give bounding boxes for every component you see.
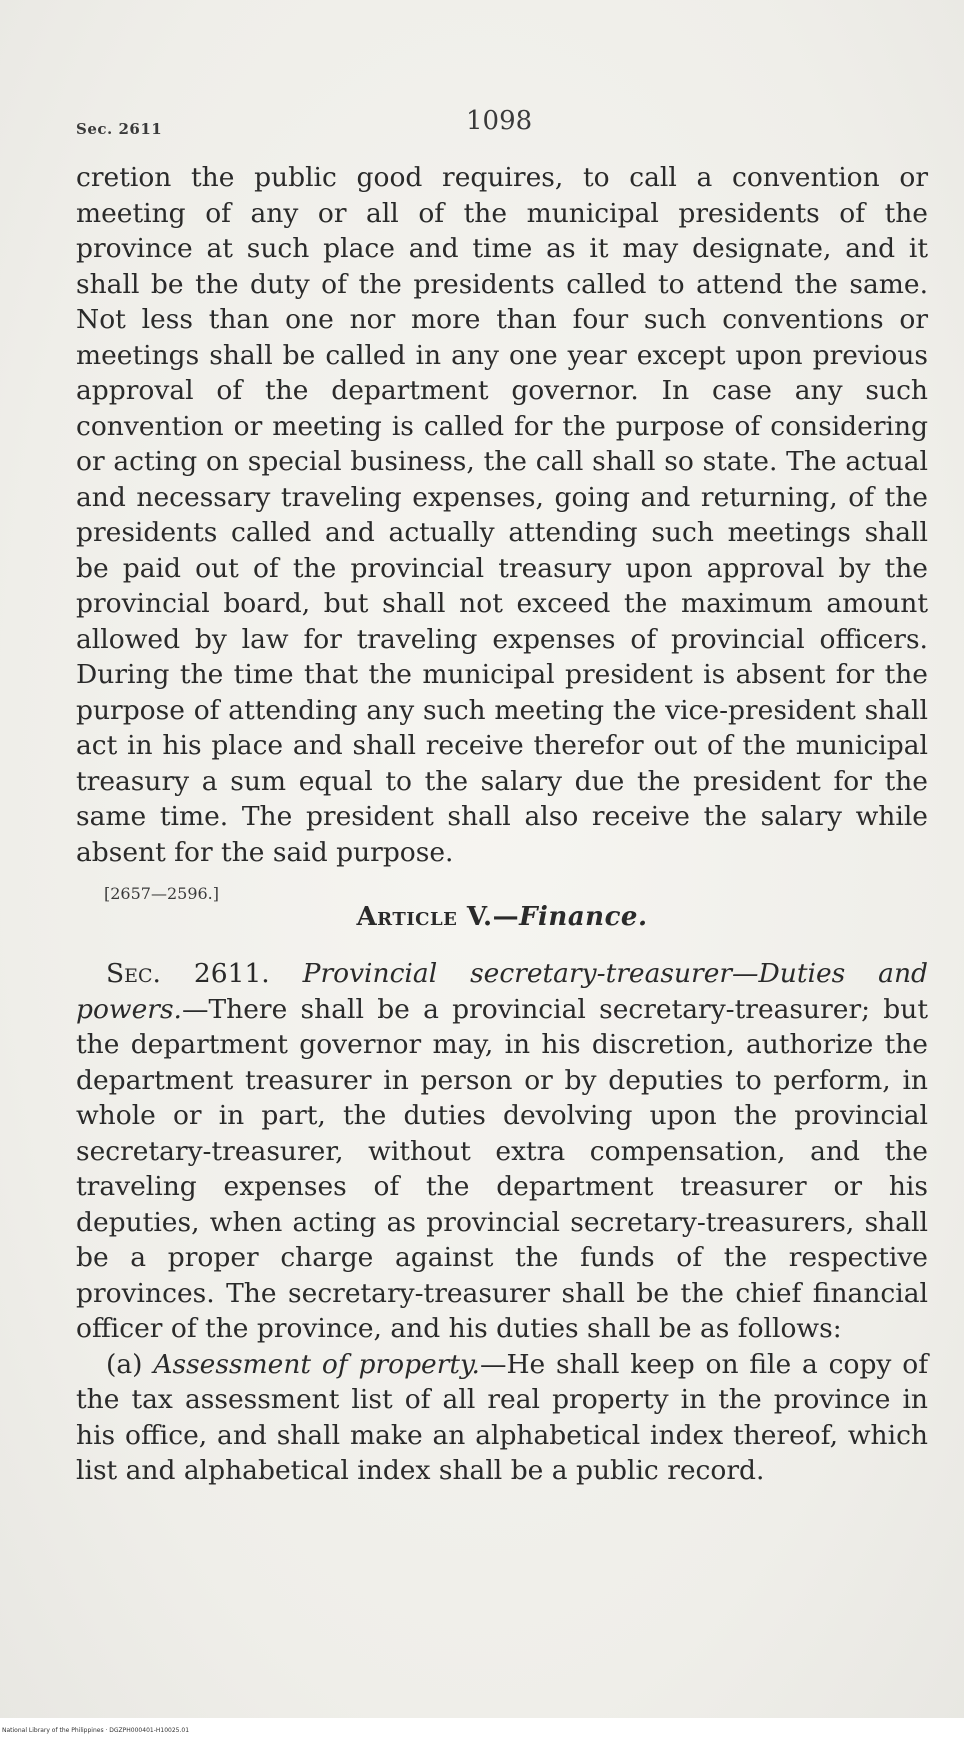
section-2611-paragraph [76, 956, 928, 1347]
body-text [76, 160, 928, 1489]
article-label: Article V.— [356, 902, 520, 932]
subsection-heading: Assessment of property. [153, 1348, 480, 1380]
article-title: Finance. [519, 902, 648, 932]
subsection-a-paragraph [76, 1347, 928, 1489]
subsection-text: —He shall keep on file a copy of the tax assessment list of all real property in the province in his office, and shall make an alphabetical index thereof, which list and alphabetical index shall be a public record. [76, 1348, 928, 1486]
scan-credit: National Library of the Philippines · DGZPH000401-H10025.01 [2, 1727, 190, 1734]
section-heading: Provincial secretary-treasurer—Duties and powers. [76, 958, 928, 1025]
subsection-label: (a) [106, 1348, 143, 1380]
continued-paragraph: cretion the public good requires, to call a convention or meeting of any or all of the municipal presidents of the province at such place and time as it may designate, and it shall be the duty of the presidents called to attend the same. Not less than one nor more than four such conventions or meetings shall be called in any one year except upon previous approval of the department governor. In case any such convention or meeting is called for the purpose of considering or acting on special business, the call shall so state. The actual and necessary traveling expenses, going and returning, of the presidents called and actually attending such meetings shall be paid out of the provincial treasury upon approval by the provincial board, but shall not exceed the maximum amount allowed by law for traveling expenses of provincial officers. During the time that the municipal president is absent for the purpose of attending any such meeting the vice-president shall act in his place and shall receive therefor out of the municipal treasury a sum equal to the salary due the president for the same time. The president shall also receive the salary while absent for the said purpose. [76, 162, 928, 868]
page-header [76, 106, 916, 146]
page-number: 1098 [466, 106, 533, 136]
section-number: Sec. 2611. [106, 958, 270, 989]
section-text: —There shall be a provincial secretary-treasurer; but the department governor may, in his discretion, authorize the department treasurer in person or by deputies to perform, in whole or in part, the duties devolving upon the provincial secretary-treasurer, without extra compensation, and the traveling expenses of the department treasurer or his deputies, when acting as provincial secretary-treasurers, shall be a proper charge against the funds of the respective provinces. The secretary-treasurer shall be the chief financial officer of the province, and his duties shall be as follows: [76, 993, 928, 1344]
source-citation: [2657—2596.] [104, 884, 220, 903]
article-heading [76, 902, 928, 932]
running-section-reference: Sec. 2611 [76, 120, 163, 138]
